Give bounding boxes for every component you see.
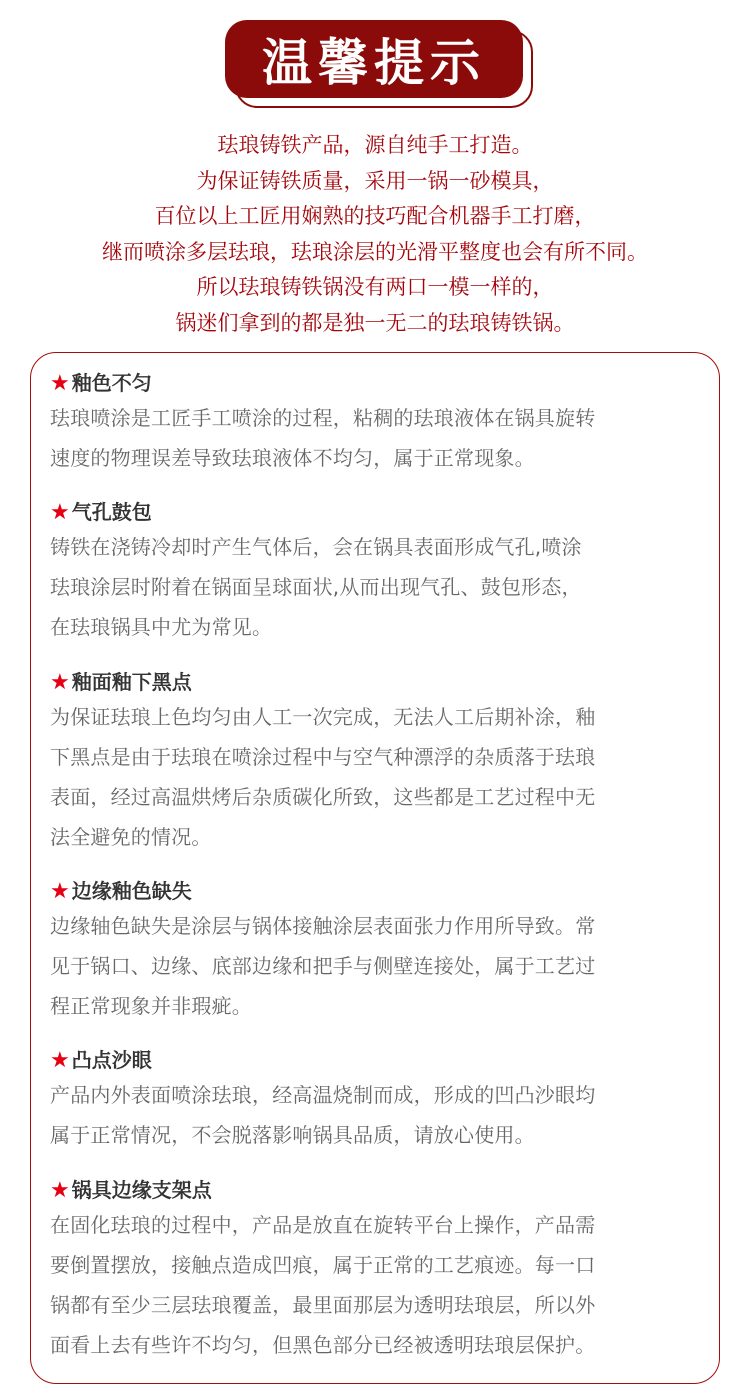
section-text-line: 锅都有至少三层珐琅覆盖，最里面那层为透明珐琅层，所以外 [50, 1293, 596, 1317]
section-text-line: 速度的物理误差导致珐琅液体不均匀，属于正常现象。 [50, 446, 535, 470]
section-title: 凸点沙眼 [71, 1048, 152, 1072]
section-support-points [50, 1175, 710, 1365]
intro-paragraph [0, 128, 750, 341]
section-heading [50, 497, 710, 527]
section-text-line: 程正常现象并非瑕疵。 [50, 994, 252, 1018]
section-text-line: 表面，经过高温烘烤后杂质碳化所致，这些都是工艺过程中无 [50, 785, 596, 809]
section-heading [50, 368, 710, 398]
section-text-line: 法全避免的情况。 [50, 825, 212, 849]
section-heading [50, 1045, 710, 1075]
section-text-line: 产品内外表面喷涂珐琅，经高温烧制而成，形成的凹凸沙眼均 [50, 1083, 596, 1107]
intro-line: 锅迷们拿到的都是独一无二的珐琅铸铁锅。 [175, 310, 575, 335]
section-text-line: 为保证珐琅上色均匀由人工一次完成，无法人工后期补涂，釉 [50, 705, 596, 729]
section-title: 锅具边缘支架点 [71, 1178, 212, 1202]
section-text-line: 铸铁在浇铸冷却时产生气体后，会在锅具表面形成气孔,喷涂 [50, 535, 582, 559]
section-heading [50, 667, 710, 697]
section-text-line: 见于锅口、边缘、底部边缘和把手与侧壁连接处，属于工艺过 [50, 954, 596, 978]
star-icon: ★ [50, 879, 70, 904]
section-text-line: 面看上去有些许不均匀，但黑色部分已经被透明珐琅层保护。 [50, 1333, 596, 1357]
section-text-line: 属于正常情况，不会脱落影响锅具品质，请放心使用。 [50, 1123, 535, 1147]
title-banner-box [225, 20, 523, 98]
star-icon: ★ [50, 1178, 70, 1203]
intro-line: 所以珐琅铸铁锅没有两口一模一样的， [196, 275, 554, 299]
section-pinholes [50, 1045, 710, 1155]
page-title: 温馨提示 [262, 34, 486, 92]
section-text-line: 下黑点是由于珐琅在喷涂过程中与空气种漂浮的杂质落于珐琅 [50, 745, 596, 769]
section-edge-missing [50, 876, 710, 1026]
intro-line: 珐琅铸铁产品，源自纯手工打造。 [217, 133, 533, 157]
section-text-line: 边缘轴色缺失是涂层与锅体接触涂层表面张力作用所导致。常 [50, 914, 596, 938]
section-black-spots [50, 667, 710, 857]
intro-line: 百位以上工匠用娴熟的技巧配合机器手工打磨， [154, 204, 596, 228]
section-text-line: 要倒置摆放，接触点造成凹痕，属于正常的工艺痕迹。每一口 [50, 1253, 596, 1277]
section-text-line: 珐琅涂层时附着在锅面呈球面状,从而出现气孔、鼓包形态， [50, 575, 582, 599]
section-title: 气孔鼓包 [71, 500, 152, 524]
section-heading [50, 876, 710, 906]
star-icon: ★ [50, 1048, 70, 1073]
section-glaze-uneven [50, 368, 710, 478]
section-title: 边缘釉色缺失 [71, 879, 192, 903]
intro-line: 为保证铸铁质量，采用一锅一砂模具， [196, 168, 554, 193]
section-title: 釉面釉下黑点 [71, 670, 192, 694]
section-air-bubbles [50, 497, 710, 647]
star-icon: ★ [50, 500, 70, 525]
section-text-line: 珐琅喷涂是工匠手工喷涂的过程，粘稠的珐琅液体在锅具旋转 [50, 406, 596, 430]
section-text-line: 在固化珐琅的过程中，产品是放直在旋转平台上操作，产品需 [50, 1213, 596, 1237]
section-heading [50, 1175, 710, 1205]
star-icon: ★ [50, 371, 70, 396]
title-banner [225, 20, 535, 112]
star-icon: ★ [50, 670, 70, 695]
section-text-line: 在珐琅锅具中尤为常见。 [50, 615, 273, 639]
intro-line: 继而喷涂多层珐琅，珐琅涂层的光滑平整度也会有所不同。 [102, 239, 648, 264]
section-title: 釉色不匀 [71, 371, 152, 395]
